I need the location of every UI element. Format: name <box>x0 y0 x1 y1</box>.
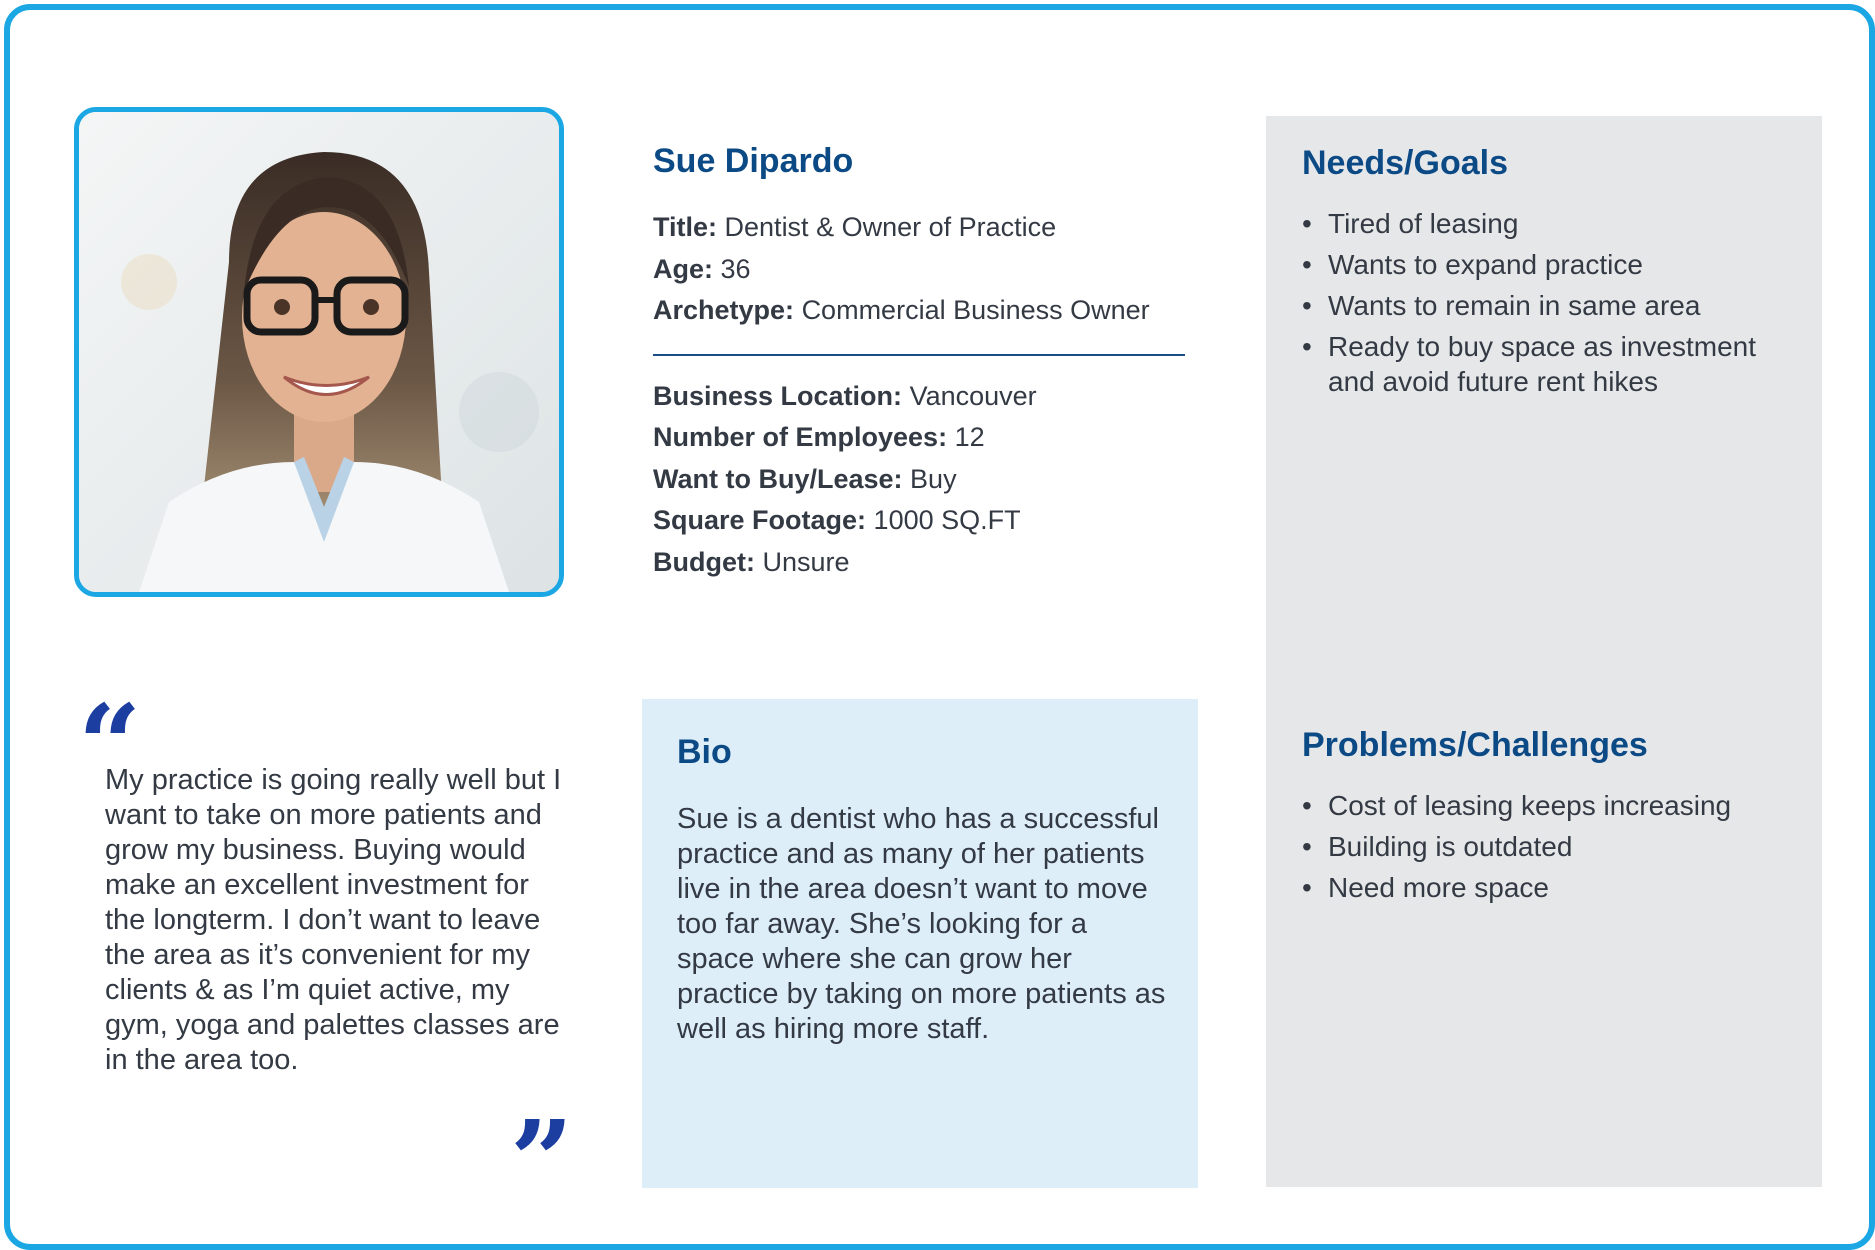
persona-name: Sue Dipardo <box>653 142 854 180</box>
employees-row <box>653 417 1188 459</box>
list-item: • Tired of leasing <box>1302 206 1802 241</box>
age-row <box>653 249 1188 291</box>
needs-title: Needs/Goals <box>1302 144 1508 182</box>
close-quote-icon: ” <box>510 1096 574 1225</box>
section-divider <box>653 354 1185 356</box>
list-item: • Need more space <box>1302 870 1802 905</box>
persona-card <box>4 4 1875 1250</box>
persona-photo <box>74 107 564 597</box>
open-quote-icon: “ <box>78 680 142 809</box>
bio-panel <box>642 699 1198 1188</box>
budget-row <box>653 542 1188 584</box>
buylease-label: Want to Buy/Lease: <box>653 463 903 494</box>
title-value: Dentist & Owner of Practice <box>724 212 1057 242</box>
budget-label: Budget: <box>653 546 755 577</box>
buylease-row <box>653 459 1188 501</box>
employees-value: 12 <box>954 422 985 452</box>
problems-title: Problems/Challenges <box>1302 726 1648 764</box>
needs-list <box>1302 206 1802 405</box>
problems-list <box>1302 788 1802 911</box>
list-item: • Building is outdated <box>1302 829 1802 864</box>
list-item: • Ready to buy space as investment and avoid future rent hikes <box>1302 329 1802 399</box>
archetype-label: Archetype: <box>653 295 795 325</box>
footage-label: Square Footage: <box>653 505 867 535</box>
age-label: Age: <box>653 253 713 284</box>
location-row <box>653 376 1188 418</box>
employees-label: Number of Employees: <box>653 422 948 452</box>
location-label: Business Location: <box>653 380 903 411</box>
bio-title: Bio <box>677 733 732 771</box>
footage-value: 1000 SQ.FT <box>873 505 1021 535</box>
footage-row <box>653 500 1188 542</box>
portrait-illustration <box>79 112 559 592</box>
title-row <box>653 207 1188 249</box>
bio-text: Sue is a dentist who has a successful practice and as many of her patients live in the area doesn’t want to move too far away. She’s looking for a space where she can grow her practice by taking on more patients as well as hiring more staff. <box>677 803 1166 1045</box>
persona-quote: My practice is going really well but I want to take on more patients and grow my business. Buying would make an excellent investment for the longterm. I don’t want to leave the area as it’s convenient for my clients & as I’m quiet active, my gym, yoga and palettes classes are in the area too. <box>105 764 562 1076</box>
list-item: • Wants to expand practice <box>1302 247 1802 282</box>
archetype-value: Commercial Business Owner <box>801 295 1150 325</box>
location-value: Vancouver <box>909 380 1037 411</box>
title-label: Title: <box>653 212 718 242</box>
age-value: 36 <box>720 253 751 284</box>
needs-problems-panel <box>1266 116 1822 1187</box>
profile-details <box>653 142 1188 583</box>
archetype-row <box>653 290 1188 332</box>
list-item: • Cost of leasing keeps increasing <box>1302 788 1802 823</box>
buylease-value: Buy <box>910 463 957 494</box>
list-item: • Wants to remain in same area <box>1302 288 1802 323</box>
budget-value: Unsure <box>762 546 850 577</box>
